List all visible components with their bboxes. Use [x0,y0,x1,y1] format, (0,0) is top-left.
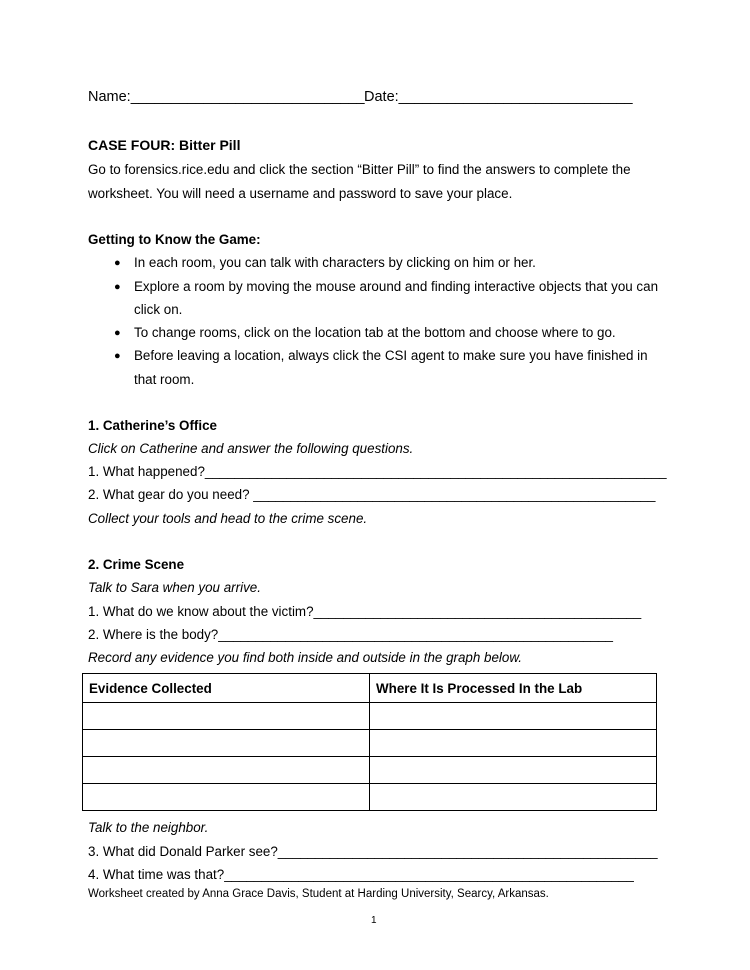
evidence-collected-header: Evidence Collected [83,674,370,703]
bullet-2-line-2: click on. [134,302,183,317]
section-2-question-2: 2. Where is the body?_____________________________________________________ [88,627,613,642]
bullet-icon: ● [114,327,121,339]
evidence-table [82,673,657,811]
section-2-heading: 2. Crime Scene [88,557,185,572]
bullet-icon: ● [114,281,121,293]
evidence-table-header-row [83,674,657,703]
lab-cell[interactable] [370,757,657,784]
date-label: Date: [364,89,399,105]
evidence-cell[interactable] [83,703,370,730]
name-line [88,89,365,105]
table-row [83,703,657,730]
date-line [364,89,633,105]
bullet-icon: ● [114,350,121,362]
section-2-record-instruction: Record any evidence you find both inside and outside in the graph below. [88,650,523,665]
date-blank: _____________________________ [398,89,633,105]
intro-line-2: worksheet. You will need a username and password to save your place. [88,186,513,201]
neighbor-instruction: Talk to the neighbor. [88,820,209,835]
section-1-heading: 1. Catherine’s Office [88,418,217,433]
bullet-icon: ● [114,257,121,269]
bullet-1-line-1: In each room, you can talk with characters by clicking on him or her. [134,255,536,270]
bullet-2-line-1: Explore a room by moving the mouse around and finding interactive objects that you can [134,279,659,294]
section-1-question-1: 1. What happened?______________________________________________________________ [88,464,667,479]
table-row [83,784,657,811]
processed-in-lab-header: Where It Is Processed In the Lab [370,674,657,703]
intro-line-1: Go to forensics.rice.edu and click the section “Bitter Pill” to find the answers to complete the [88,162,631,177]
lab-cell[interactable] [370,730,657,757]
section-2-question-3: 3. What did Donald Parker see?___________________________________________________ [88,844,658,859]
bullet-4-line-2: that room. [134,372,195,387]
name-label: Name: [88,89,131,105]
evidence-cell[interactable] [83,784,370,811]
page-number: 1 [371,915,377,926]
name-blank: _____________________________ [130,89,365,105]
section-2-instruction: Talk to Sara when you arrive. [88,580,261,595]
table-row [83,730,657,757]
section-1-closing: Collect your tools and head to the crime scene. [88,511,368,526]
section-2-question-1: 1. What do we know about the victim?____________________________________________ [88,604,642,619]
bullet-3-line-1: To change rooms, click on the location tab at the bottom and choose where to go. [134,325,616,340]
evidence-cell[interactable] [83,730,370,757]
getting-to-know-heading: Getting to Know the Game: [88,232,261,247]
table-row [83,757,657,784]
case-title: CASE FOUR: Bitter Pill [88,137,241,153]
lab-cell[interactable] [370,703,657,730]
bullet-4-line-1: Before leaving a location, always click the CSI agent to make sure you have finished in [134,348,648,363]
evidence-cell[interactable] [83,757,370,784]
section-2-question-4: 4. What time was that?_______________________________________________________ [88,867,634,882]
lab-cell[interactable] [370,784,657,811]
worksheet-credit: Worksheet created by Anna Grace Davis, Student at Harding University, Searcy, Arkansas. [88,888,549,900]
section-1-question-2: 2. What gear do you need? ______________________________________________________ [88,487,656,502]
section-1-instruction: Click on Catherine and answer the following questions. [88,441,414,456]
